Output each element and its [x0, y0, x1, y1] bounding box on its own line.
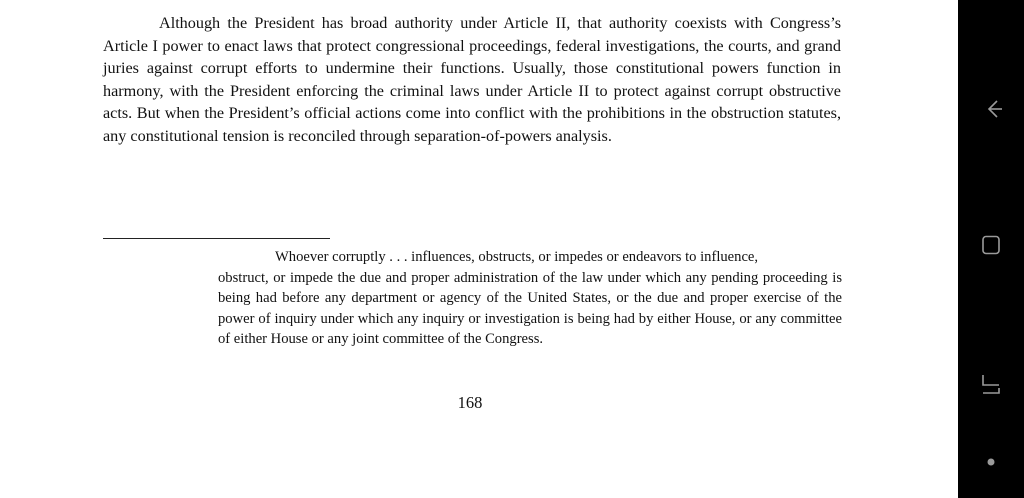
body-paragraph: Although the President has broad authority under Article II, that authority coexists with Congress’s Article I power to enact laws that protect congressional proceedings, federal investigations, the courts, and grand juries against corrupt efforts to undermine their functions. Usually, those constitutional powers function in harmony, with the President enforcing the criminal laws under Article II to protect against corrupt obstructive acts. But when the President’s official actions come into conflict with the prohibitions in the obstruction statutes, any constitutional tension is reconciled through separation-of-powers analysis. — [103, 14, 841, 145]
navigation-bar — [958, 0, 1024, 498]
back-icon — [979, 97, 1003, 121]
back-button[interactable] — [971, 89, 1011, 129]
overview-button[interactable] — [971, 225, 1011, 265]
home-icon — [979, 372, 1003, 396]
footnote-separator — [103, 238, 330, 239]
navigation-indicator-dot — [986, 457, 996, 467]
footnote-text — [218, 247, 842, 350]
footnote-first-line: Whoever corruptly . . . influences, obstructs, or impedes or endeavors to influence, — [275, 249, 759, 265]
footnote-continuation: obstruct, or impede the due and proper administration of the law under which any pending proceeding is being had before any department or agency of the United States, or the due and proper exercise of the power of inquiry under which any inquiry or investigation is being had by either House, or any committee of either House or any joint committee of the Congress. — [218, 269, 842, 347]
home-button[interactable] — [971, 364, 1011, 404]
recent-apps-icon — [979, 233, 1003, 257]
page-number: 168 — [457, 393, 483, 412]
